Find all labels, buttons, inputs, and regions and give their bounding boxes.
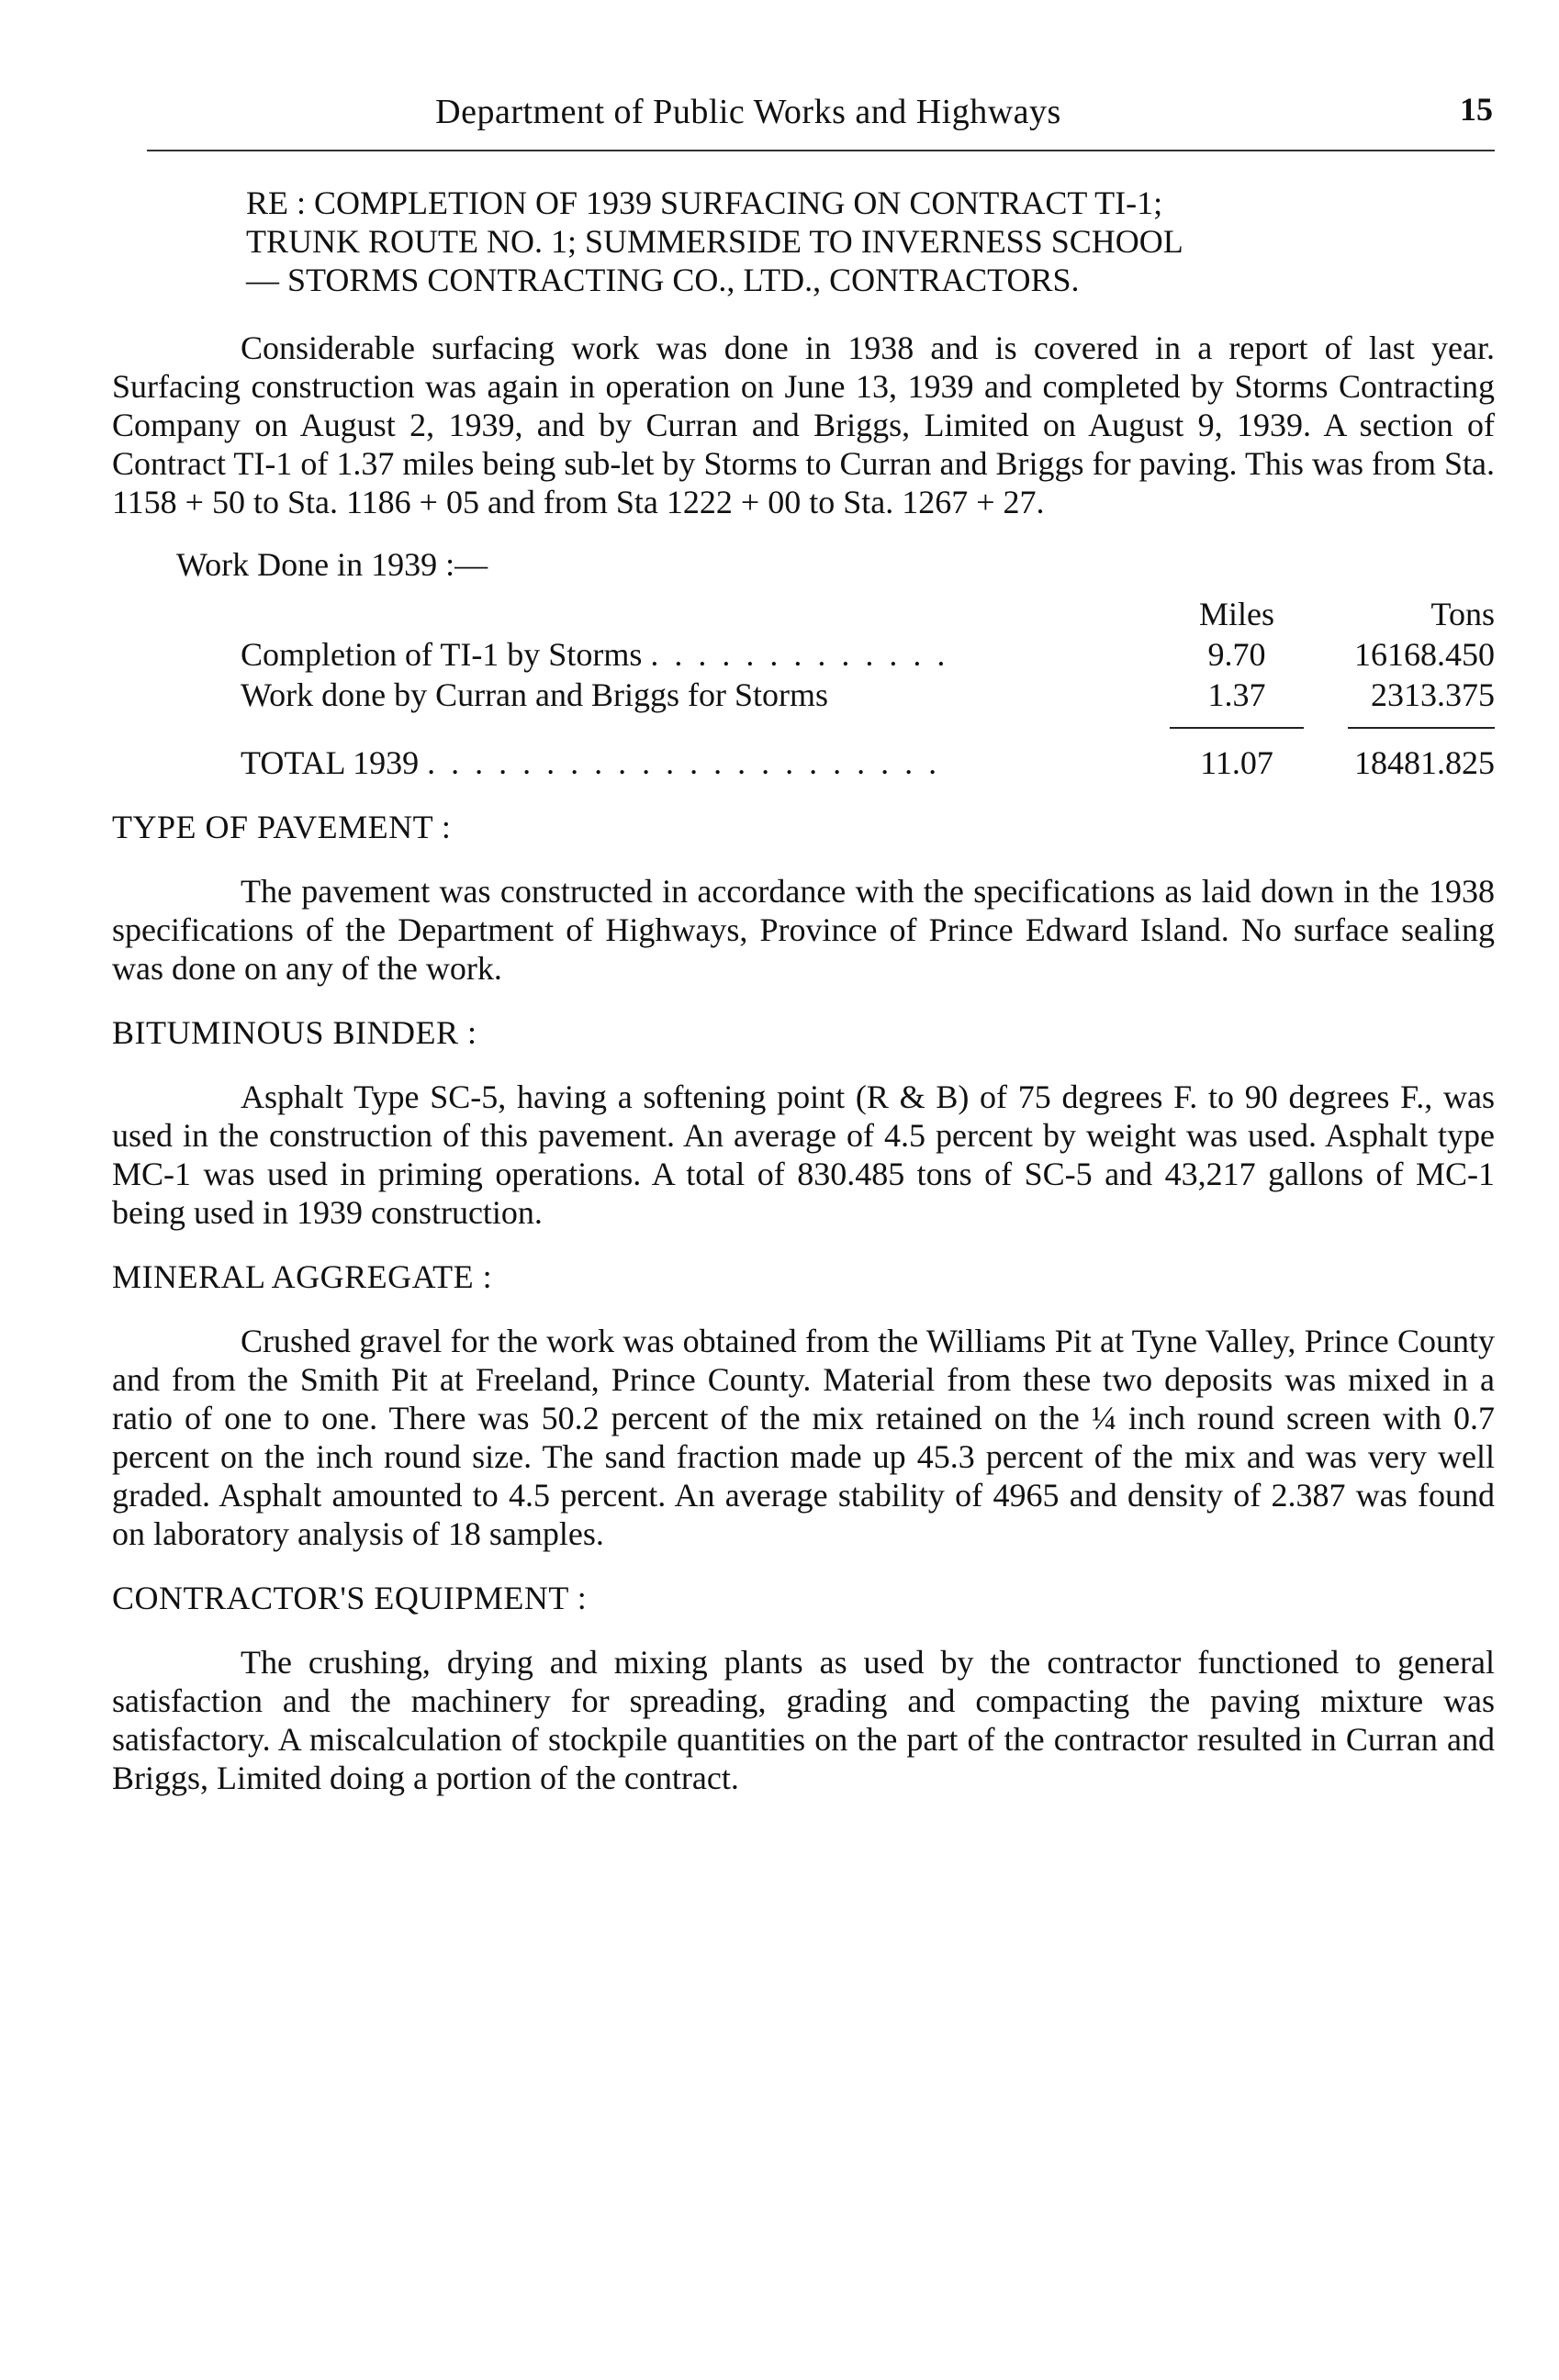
column-header-miles: Miles: [1198, 596, 1274, 632]
subject-line: — STORMS CONTRACTING CO., LTD., CONTRACTORS.: [246, 262, 1080, 298]
total-tons: 18481.825: [1354, 744, 1495, 781]
section-heading-aggregate: MINERAL AGGREGATE :: [112, 1258, 493, 1295]
row-miles: 1.37: [1207, 676, 1266, 713]
section-paragraph-pavement: The pavement was constructed in accordance with the specifications as laid down in the 1938 specifications of the Department of Highways, Province of Prince Edward Island. No surface sealing was done on any of the work.: [112, 873, 1495, 987]
section-heading-pavement: TYPE OF PAVEMENT :: [112, 809, 452, 845]
row-miles: 9.70: [1207, 636, 1266, 673]
page-number: 15: [1460, 91, 1493, 128]
page-content: [112, 184, 1495, 1821]
section-heading-binder: BITUMINOUS BINDER :: [112, 1014, 477, 1051]
work-done-label: Work Done in 1939 :—: [176, 546, 488, 583]
leader-dots: . . . . . . . . . . . . .: [650, 636, 949, 673]
work-done-table: [241, 593, 1495, 782]
section-paragraph-aggregate: Crushed gravel for the work was obtained from the Williams Pit at Tyne Valley, Prince County and from the Smith Pit at Freeland, Prince County. Material from these two deposits was mixed in a ratio of one to one. There was 50.2 percent of the mix retained on the ¼ inch round screen with 0.7 percent on the inch round size. The sand fraction made up 45.3 percent of the mix and was very well graded. Asphalt amounted to 4.5 percent. An average stability of 4965 and density of 2.387 was found on laboratory analysis of 18 samples.: [112, 1323, 1495, 1552]
table-row: [241, 633, 1495, 674]
total-label: TOTAL 1939: [241, 744, 420, 781]
subject-line: TRUNK ROUTE NO. 1; SUMMERSIDE TO INVERNESS SCHOOL: [246, 223, 1183, 260]
leader-dots: . . . . . . . . . . . . . . . . . . . . . .: [427, 744, 941, 781]
total-miles: 11.07: [1200, 744, 1273, 781]
subject-block: [112, 184, 1495, 299]
row-tons: 2313.375: [1371, 676, 1495, 713]
row-description: Completion of TI-1 by Storms: [241, 636, 643, 673]
section-paragraph-equipment: The crushing, drying and mixing plants as used by the contractor functioned to general satisfaction and the machinery for spreading, grading and compacting the paving mixture was satisfactory. A miscalculation of stockpile quantities on the part of the contractor resulted in Curran and Briggs, Limited doing a portion of the contract.: [112, 1644, 1495, 1796]
section-paragraph-binder: Asphalt Type SC-5, having a softening point (R & B) of 75 degrees F. to 90 degrees F., was used in the construction of this pavement. An average of 4.5 percent by weight was used. Asphalt type MC-1 was used in priming operations. A total of 830.485 tons of SC-5 and 43,217 gallons of MC-1 being used in 1939 construction.: [112, 1078, 1495, 1231]
table-row: [241, 674, 1495, 714]
table-total-row: [241, 729, 1495, 782]
subject-line: RE : COMPLETION OF 1939 SURFACING ON CONTRACT TI-1;: [246, 184, 1163, 221]
row-tons: 16168.450: [1354, 636, 1495, 673]
section-heading-equipment: CONTRACTOR'S EQUIPMENT :: [112, 1580, 588, 1616]
intro-paragraph: Considerable surfacing work was done in 1938 and is covered in a report of last year. Surfacing construction was again in operation on June 13, 1939 and completed by Storms Contracting Company on August 2, 1939, and by Curran and Briggs, Limited on August 9, 1939. A section of Contract TI-1 of 1.37 miles being sub-let by Storms to Curran and Briggs for paving. This was from Sta. 1158 + 50 to Sta. 1186 + 05 and from Sta 1222 + 00 to Sta. 1267 + 27.: [112, 330, 1495, 520]
column-header-tons: Tons: [1430, 596, 1495, 632]
table-header-row: [241, 593, 1495, 633]
header-rule: [147, 150, 1495, 151]
running-title: Department of Public Works and Highways: [435, 93, 1061, 131]
total-rule-row: [241, 714, 1495, 729]
row-description: Work done by Curran and Briggs for Storms: [241, 676, 829, 713]
